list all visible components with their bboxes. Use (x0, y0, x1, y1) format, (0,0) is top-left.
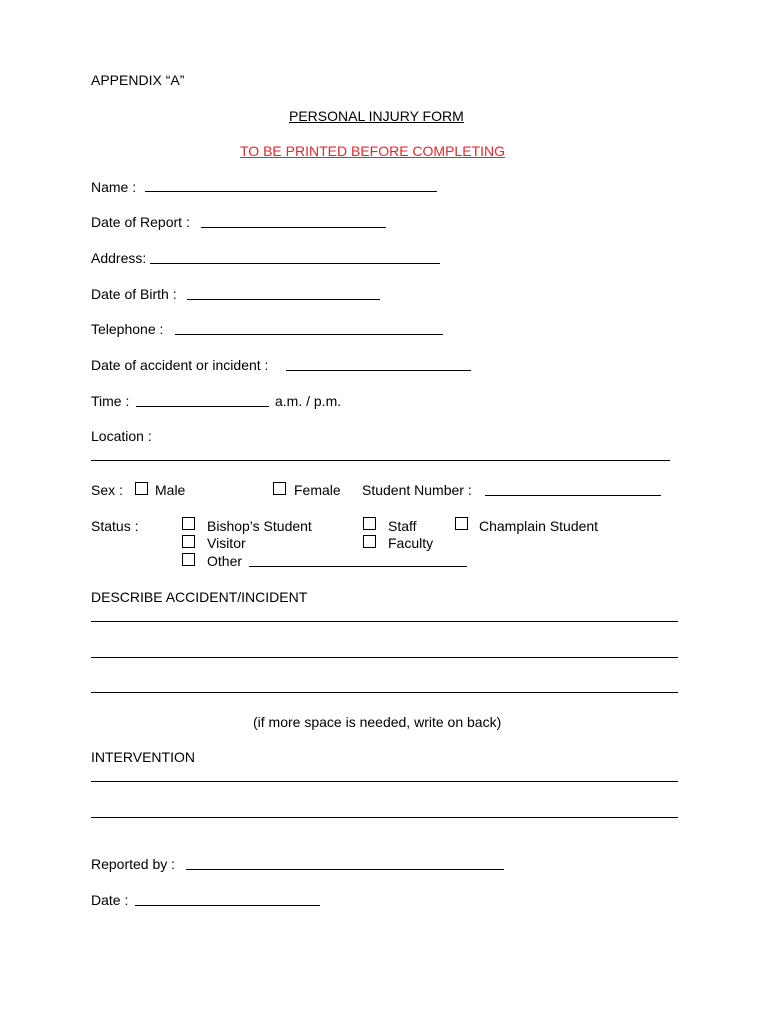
location-label: Location : (91, 428, 152, 444)
sex-label: Sex : (91, 482, 123, 498)
reported-by-label: Reported by : (91, 856, 176, 872)
describe-heading: DESCRIBE ACCIDENT/INCIDENT (91, 589, 308, 605)
date-of-birth-field[interactable] (187, 299, 380, 300)
intervention-line-1[interactable] (91, 781, 678, 782)
other-label: Other (207, 553, 243, 569)
time-label: Time : (91, 393, 130, 409)
date-field[interactable] (135, 905, 320, 906)
date-of-birth-label: Date of Birth : (91, 286, 177, 302)
faculty-label: Faculty (388, 535, 434, 551)
intervention-line-2[interactable] (91, 817, 678, 818)
am-pm-label: a.m. / p.m. (275, 393, 342, 409)
date-of-accident-label: Date of accident or incident : (91, 357, 269, 373)
date-label: Date : (91, 892, 129, 908)
status-label: Status : (91, 518, 139, 534)
telephone-label: Telephone : (91, 321, 164, 337)
reported-by-field[interactable] (186, 869, 504, 870)
print-notice: TO BE PRINTED BEFORE COMPLETING (240, 143, 506, 159)
location-field[interactable] (91, 460, 670, 461)
visitor-label: Visitor (207, 535, 246, 551)
time-field[interactable] (136, 406, 269, 407)
female-label: Female (294, 482, 341, 498)
appendix-label: APPENDIX “A” (91, 72, 185, 88)
more-space-note: (if more space is needed, write on back) (253, 714, 502, 730)
address-label: Address: (91, 250, 147, 266)
staff-label: Staff (388, 518, 417, 534)
describe-line-1[interactable] (91, 621, 678, 622)
name-field[interactable] (145, 191, 437, 192)
telephone-field[interactable] (175, 334, 443, 335)
champlain-student-checkbox[interactable] (455, 517, 468, 530)
visitor-checkbox[interactable] (182, 535, 195, 548)
student-number-label: Student Number : (362, 482, 472, 498)
intervention-heading: INTERVENTION (91, 749, 195, 765)
male-checkbox[interactable] (135, 482, 148, 495)
describe-line-3[interactable] (91, 692, 678, 693)
date-of-accident-field[interactable] (286, 370, 471, 371)
address-field[interactable] (150, 263, 440, 264)
form-title: PERSONAL INJURY FORM (289, 108, 464, 124)
student-number-field[interactable] (485, 495, 661, 496)
faculty-checkbox[interactable] (363, 535, 376, 548)
male-label: Male (155, 482, 186, 498)
female-checkbox[interactable] (273, 482, 286, 495)
date-of-report-field[interactable] (201, 227, 386, 228)
name-label: Name : (91, 179, 137, 195)
describe-line-2[interactable] (91, 657, 678, 658)
staff-checkbox[interactable] (363, 517, 376, 530)
other-field[interactable] (249, 566, 467, 567)
champlain-student-label: Champlain Student (479, 518, 599, 534)
other-checkbox[interactable] (182, 553, 195, 566)
date-of-report-label: Date of Report : (91, 214, 190, 230)
bishops-student-label: Bishop’s Student (207, 518, 312, 534)
bishops-student-checkbox[interactable] (182, 517, 195, 530)
